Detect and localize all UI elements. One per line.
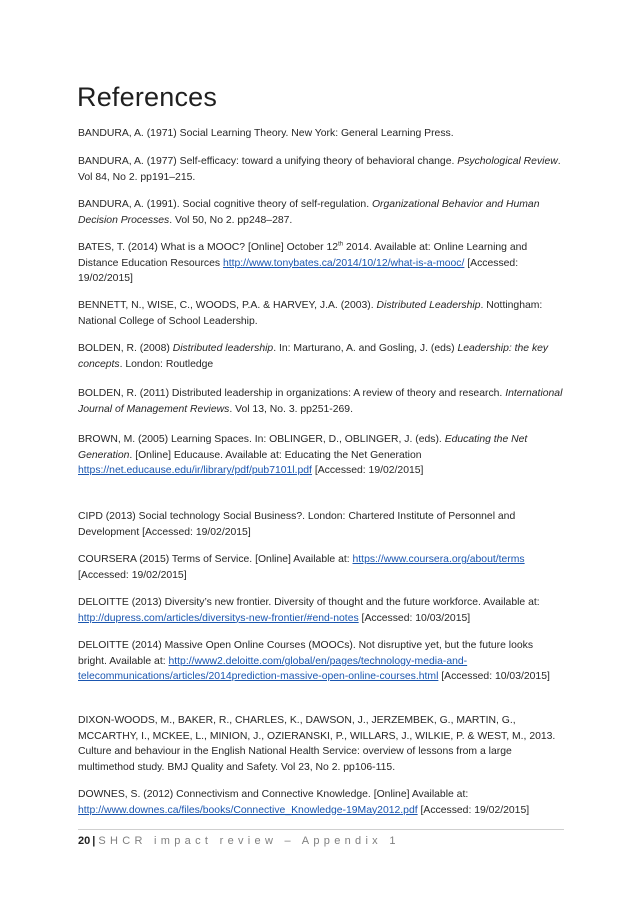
reference-title: Educating the Net Generation	[78, 434, 528, 461]
reference-link[interactable]: https://www.coursera.org/about/terms	[352, 554, 525, 565]
reference-item	[78, 509, 564, 540]
reference-text: . [Online] Educause. Available at: Educating the Net Generation	[129, 449, 422, 461]
reference-link[interactable]: http://www.tonybates.ca/2014/10/12/what-is-a-mooc/	[222, 257, 465, 269]
reference-text: BROWN, M. (2005) Learning Spaces. In: OBLINGER, D., OBLINGER, J. (eds).	[78, 434, 445, 445]
reference-item	[78, 787, 564, 818]
reference-text: [Accessed: 19/02/2015]	[417, 804, 530, 816]
reference-link[interactable]: http://www2.deloitte.com/global/en/pages/technology-media-and-telecommunications/articles/2014prediction-massive-open-online-courses.html	[78, 655, 468, 683]
reference-item	[78, 126, 564, 142]
reference-text: [Accessed: 10/03/2015]	[438, 671, 550, 683]
reference-text: DELOITTE (2013) Diversity’s new frontier. Diversity of thought and the future workforce. Available at:	[78, 597, 540, 608]
reference-text: BATES, T. (2014) What is a MOOC? [Online] October 12	[78, 242, 339, 253]
reference-text: DOWNES, S. (2012) Connectivism and Connective Knowledge. [Online] Available at:	[78, 789, 469, 800]
reference-link[interactable]: http://www.downes.ca/files/books/Connective_Knowledge-19May2012.pdf	[78, 804, 418, 816]
reference-text: DELOITTE (2014) Massive Open Online Courses (MOOCs). Not disruptive yet, but the future looks bright. Available at:	[78, 640, 534, 667]
reference-text: . Vol 13, No. 3. pp251-269.	[229, 403, 353, 415]
reference-item	[78, 386, 564, 417]
reference-text: 2014. Available at: Online Learning and Distance Education Resources	[78, 242, 528, 269]
reference-link[interactable]: https://net.educause.edu/ir/library/pdf/pub7101l.pdf	[78, 465, 312, 477]
reference-item	[78, 154, 564, 185]
ordinal-suffix: th	[338, 241, 344, 248]
reference-item	[78, 298, 564, 329]
reference-text: [Accessed: 10/03/2015]	[358, 612, 471, 624]
reference-item	[78, 552, 564, 583]
reference-text: . Vol 84, No 2. pp191–215.	[78, 156, 561, 183]
reference-title: Leadership: the key concepts	[78, 343, 549, 370]
reference-text: BANDURA, A. (1991). Social cognitive theory of self-regulation.	[78, 199, 372, 210]
reference-text: . In: Marturano, A. and Gosling, J. (eds)	[273, 343, 458, 354]
page-number: 20	[78, 835, 91, 847]
footer-text: SHCR impact review – Appendix 1	[98, 835, 400, 847]
footer-divider	[78, 829, 564, 830]
reference-item	[78, 197, 564, 228]
reference-text: [Accessed: 19/02/2015]	[78, 569, 187, 581]
reference-item	[78, 341, 564, 372]
reference-text: . Vol 50, No 2. pp248–287.	[169, 214, 293, 226]
reference-text: BANDURA, A. (1977) Self-efficacy: toward a unifying theory of behavioral change.	[78, 156, 458, 167]
reference-text: BOLDEN, R. (2011) Distributed leadership in organizations: A review of theory and research.	[78, 388, 506, 399]
reference-item	[78, 713, 564, 775]
reference-title: Distributed leadership	[172, 343, 274, 354]
reference-journal: Organizational Behavior and Human Decision Processes	[78, 199, 540, 226]
reference-title: Distributed Leadership	[376, 300, 481, 311]
reference-text: BOLDEN, R. (2008)	[78, 343, 173, 354]
reference-journal: International Journal of Management Reviews	[78, 388, 563, 415]
reference-link[interactable]: http://dupress.com/articles/diversitys-new-frontier/#end-notes	[78, 612, 359, 624]
reference-text: . London: Routledge	[119, 358, 214, 370]
reference-text: . Nottingham: National College of School Leadership.	[78, 300, 543, 327]
reference-text: BENNETT, N., WISE, C., WOODS, P.A. & HARVEY, J.A. (2003).	[78, 300, 377, 311]
reference-journal: Psychological Review	[457, 156, 558, 167]
page-title: References	[77, 82, 218, 112]
reference-text: BANDURA, A. (1971) Social Learning Theory. New York: General Learning Press.	[78, 128, 454, 139]
reference-text: [Accessed: 19/02/2015]	[78, 257, 519, 285]
reference-item	[78, 432, 564, 479]
footer-separator: |	[92, 835, 96, 847]
reference-text: CIPD (2013) Social technology Social Business?. London: Chartered Institute of Personnel and Development [Accessed: 19/02/2015]	[78, 511, 516, 538]
reference-item	[78, 595, 564, 626]
reference-text: [Accessed: 19/02/2015]	[311, 465, 424, 477]
reference-text: DIXON-WOODS, M., BAKER, R., CHARLES, K., DAWSON, J., JERZEMBEK, G., MARTIN, G., MCCARTHY, I., MCKEE, L., MINION, J., OZIERANSKI, P., WILLARS, J., WILKIE, P. & WEST, M., 2013. Culture and behaviour in the English National Health Service: overview of lessons from a large multimethod study. BMJ Quality and Safety. Vol 23, No 2. pp106-115.	[78, 715, 556, 773]
reference-item	[78, 240, 564, 287]
reference-text: COURSERA (2015) Terms of Service. [Online] Available at:	[78, 554, 353, 565]
reference-item	[78, 638, 564, 685]
page-footer	[78, 835, 400, 847]
